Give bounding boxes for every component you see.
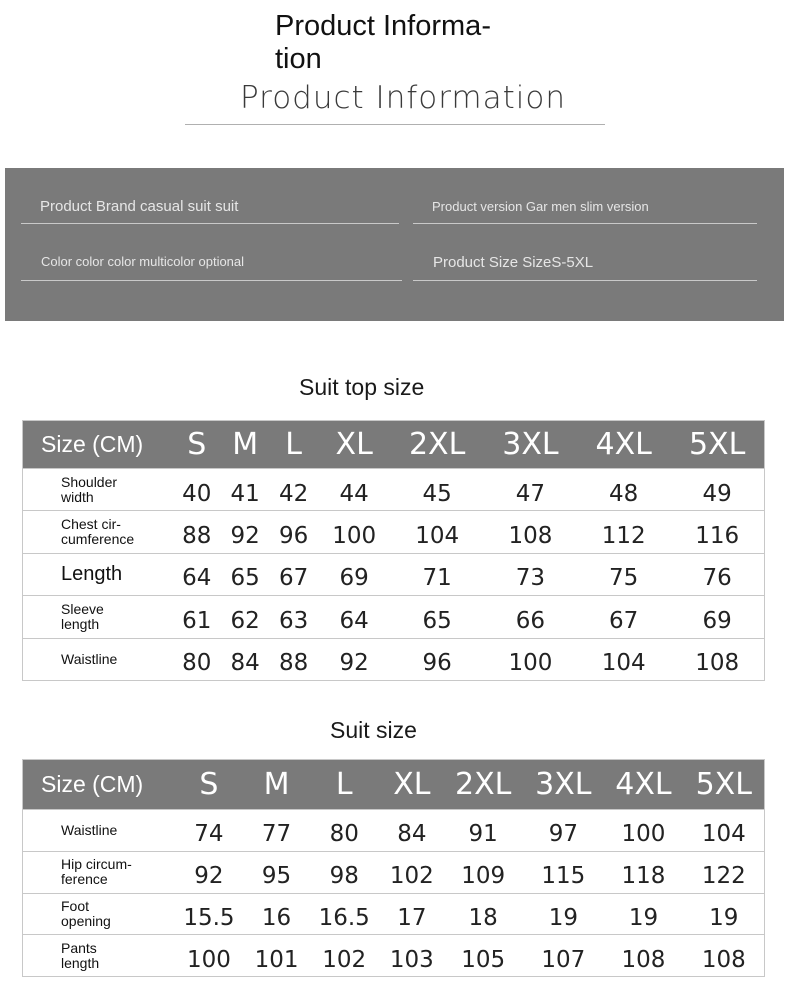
size-value-cell: 15.5 — [183, 904, 235, 931]
size-header-3xl: 3XL — [502, 427, 559, 462]
size-value-cell: 107 — [541, 946, 586, 973]
product-version-field: Product version Gar men slim version — [413, 194, 757, 224]
size-header-2xl: 2XL — [408, 427, 466, 462]
product-info-panel — [5, 168, 784, 321]
row-label: Sleeve length — [61, 600, 104, 632]
product-subtitle: Product Information — [240, 80, 567, 116]
row-label: Length — [61, 563, 123, 586]
size-value-cell: 118 — [621, 863, 666, 890]
suit-top-size-table — [22, 420, 765, 681]
size-value-cell: 69 — [702, 607, 732, 634]
size-header-m: M — [232, 427, 259, 462]
size-header-xl: XL — [335, 427, 373, 462]
size-value-cell: 16.5 — [318, 904, 370, 931]
size-value-cell: 115 — [541, 863, 586, 890]
table-header-row — [23, 760, 765, 810]
product-title-line-2: tion — [275, 43, 322, 75]
table-row — [23, 638, 765, 680]
size-value-cell: 64 — [339, 607, 369, 634]
size-value-cell: 77 — [261, 821, 292, 848]
row-label: Pants length — [61, 939, 100, 971]
size-header-m: M — [263, 767, 290, 802]
row-label: Hip circum- ference — [61, 856, 132, 888]
size-value-cell: 42 — [278, 480, 309, 507]
size-value-cell: 104 — [601, 650, 646, 677]
size-value-cell: 80 — [182, 650, 212, 677]
table-header-row — [23, 421, 765, 469]
size-value-cell: 69 — [339, 565, 369, 592]
size-value-cell: 96 — [422, 650, 452, 677]
table-row — [23, 810, 765, 852]
table-row — [23, 469, 765, 511]
size-value-cell: 92 — [194, 863, 224, 890]
size-value-cell: 41 — [230, 480, 260, 507]
size-value-cell: 17 — [397, 904, 427, 931]
title-divider — [185, 124, 605, 125]
size-value-cell: 16 — [261, 904, 292, 931]
size-value-cell: 91 — [468, 821, 498, 848]
row-label: Waistline — [61, 650, 118, 667]
table-row — [23, 893, 765, 935]
size-value-cell: 80 — [329, 821, 359, 848]
size-value-cell: 104 — [701, 821, 746, 848]
size-value-cell: 19 — [709, 904, 739, 931]
product-brand-field: Product Brand casual suit suit — [21, 194, 399, 224]
size-value-cell: 92 — [339, 650, 369, 677]
table-row — [23, 596, 765, 638]
size-value-cell: 75 — [609, 565, 639, 592]
size-value-cell: 112 — [601, 523, 646, 550]
size-value-cell: 97 — [548, 821, 578, 848]
size-cm-header: Size (CM) — [41, 431, 144, 457]
size-header-4xl: 4XL — [595, 427, 652, 462]
size-value-cell: 74 — [194, 821, 224, 848]
size-value-cell: 19 — [628, 904, 659, 931]
size-value-cell: 100 — [621, 821, 666, 848]
size-cm-header: Size (CM) — [41, 771, 144, 797]
suit-size-table — [22, 759, 765, 977]
size-value-cell: 44 — [339, 480, 369, 507]
suit-size-title: Suit size — [330, 717, 417, 743]
size-value-cell: 61 — [182, 607, 212, 634]
size-header-xl: XL — [393, 767, 431, 802]
size-header-s: S — [199, 767, 219, 802]
size-value-cell: 66 — [515, 607, 546, 634]
size-value-cell: 76 — [702, 565, 732, 592]
size-header-s: S — [187, 427, 207, 462]
size-value-cell: 63 — [278, 607, 309, 634]
size-value-cell: 100 — [332, 523, 377, 550]
table-row — [23, 553, 765, 595]
size-value-cell: 98 — [329, 863, 359, 890]
size-value-cell: 95 — [261, 863, 292, 890]
size-value-cell: 84 — [230, 650, 260, 677]
table-row — [23, 935, 765, 977]
size-value-cell: 64 — [182, 565, 212, 592]
size-value-cell: 103 — [389, 946, 434, 973]
size-value-cell: 104 — [415, 523, 460, 550]
size-value-cell: 65 — [230, 565, 260, 592]
product-title — [275, 10, 525, 76]
row-label: Waistline — [61, 821, 118, 838]
size-value-cell: 101 — [254, 946, 299, 973]
size-value-cell: 65 — [422, 607, 452, 634]
size-header-3xl: 3XL — [535, 767, 592, 802]
size-value-cell: 67 — [278, 565, 309, 592]
size-header-4xl: 4XL — [615, 767, 672, 802]
size-value-cell: 96 — [278, 523, 309, 550]
size-value-cell: 67 — [609, 607, 639, 634]
size-value-cell: 40 — [182, 480, 212, 507]
size-value-cell: 47 — [515, 480, 546, 507]
size-header-l: L — [335, 767, 353, 802]
size-value-cell: 102 — [389, 863, 434, 890]
size-value-cell: 109 — [461, 863, 506, 890]
size-value-cell: 88 — [278, 650, 309, 677]
size-value-cell: 71 — [422, 565, 452, 592]
size-value-cell: 18 — [468, 904, 498, 931]
table-row — [23, 511, 765, 553]
size-value-cell: 62 — [230, 607, 260, 634]
size-header-l: L — [285, 427, 302, 462]
size-header-5xl: 5XL — [688, 427, 746, 462]
size-value-cell: 84 — [397, 821, 427, 848]
size-value-cell: 122 — [701, 863, 746, 890]
size-value-cell: 108 — [695, 650, 740, 677]
row-label: Shoulder width — [61, 473, 118, 505]
product-size-field: Product Size SizeS-5XL — [413, 251, 757, 281]
table-row — [23, 851, 765, 893]
size-value-cell: 108 — [621, 946, 666, 973]
size-value-cell: 100 — [508, 650, 553, 677]
suit-top-size-title: Suit top size — [299, 374, 425, 400]
size-value-cell: 108 — [701, 946, 746, 973]
row-label: Chest cir- cumference — [61, 516, 135, 548]
product-color-field: Color color color multicolor optional — [21, 251, 402, 281]
size-value-cell: 105 — [461, 946, 506, 973]
size-value-cell: 48 — [609, 480, 639, 507]
product-title-line-1: Product Informa- — [275, 10, 491, 42]
size-value-cell: 73 — [515, 565, 546, 592]
size-value-cell: 92 — [230, 523, 260, 550]
size-value-cell: 108 — [508, 523, 553, 550]
size-value-cell: 19 — [548, 904, 578, 931]
size-header-2xl: 2XL — [454, 767, 512, 802]
row-label: Foot opening — [61, 897, 111, 929]
size-value-cell: 116 — [695, 523, 740, 550]
size-header-5xl: 5XL — [695, 767, 752, 802]
size-value-cell: 49 — [702, 480, 732, 507]
size-value-cell: 88 — [182, 523, 212, 550]
size-value-cell: 100 — [186, 946, 231, 973]
size-value-cell: 102 — [322, 946, 367, 973]
size-value-cell: 45 — [422, 480, 452, 507]
